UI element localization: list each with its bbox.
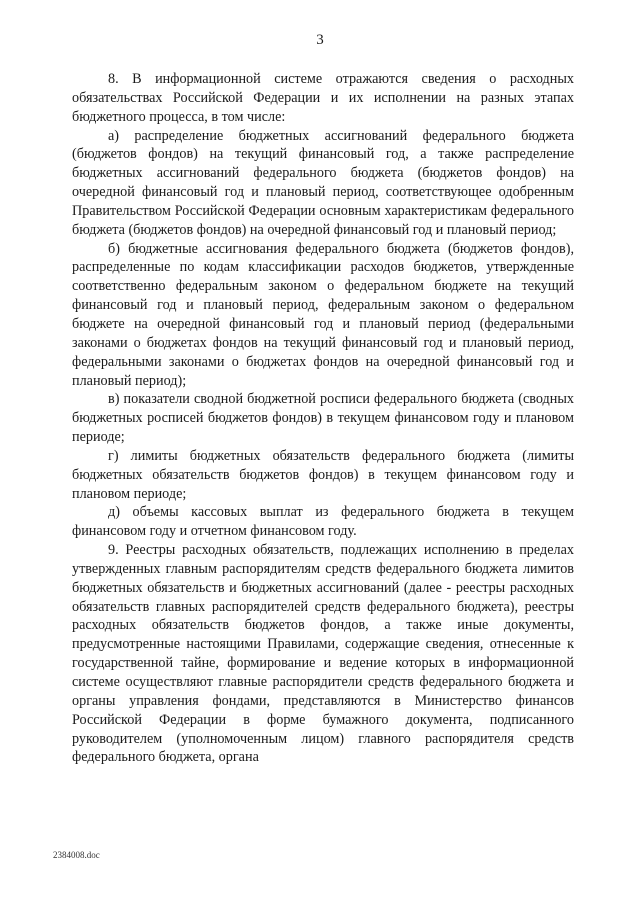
paragraph-8d: д) объемы кассовых выплат из федерального бюджета в текущем финансовом году и отчетном финансовом году. [72,504,574,540]
paragraph-8a: а) распределение бюджетных ассигнований федерального бюджета (бюджетов фондов) на текущий финансовый год, а также распределение бюджетных ассигнований федерального бюджета (бюджетов фондов) на очередной финансовый год и плановый период, соответствующее одобренным Правительством Российской Федерации основным характеристикам федерального бюджета (бюджетов фондов) на очередной финансовый год и плановый период; [72,127,574,238]
paragraph-8g: г) лимиты бюджетных обязательств федерального бюджета (лимиты бюджетных обязательств бюджетов фондов) в текущем финансовом году и плановом периоде; [72,447,574,502]
document-file-code: 2384008.doc [53,850,100,860]
document-body [72,70,574,767]
paragraph-9: 9. Реестры расходных обязательств, подлежащих исполнению в пределах утвержденных главным распорядителям средств федерального бюджета лимитов бюджетных обязательств и бюджетных ассигнований (далее - реестры расходных обязательств главных распорядителей средств федерального бюджета), реестры расходных обязательств бюджетов фондов, а также иные документы, предусмотренные настоящими Правилами, содержащие сведения, отнесенные к государственной тайне, формирование и ведение которых в информационной системе осуществляют главные распорядители средств федерального бюджета и органы управления фондами, представляются в Министерство финансов Российской Федерации в форме бумажного документа, подписанного руководителем (уполномоченным лицом) главного распорядителя средств федерального бюджета, органа [72,542,574,766]
paragraph-8v: в) показатели сводной бюджетной росписи федерального бюджета (сводных бюджетных росписей бюджетов фондов) в текущем финансовом году и плановом периоде; [72,391,574,446]
paragraph-8b: б) бюджетные ассигнования федерального бюджета (бюджетов фондов), распределенные по кодам классификации расходов бюджетов, утвержденные соответственно федеральным законом о федеральном бюджете на текущий финансовый год и плановый период, федеральным законом о федеральном бюджете на очередной финансовый год и плановый период (федеральными законами о бюджетах фондов на текущий финансовый год и плановый период, федеральными законами о бюджетах фондов на очередной финансовый год и плановый период); [72,240,574,389]
paragraph-8: 8. В информационной системе отражаются сведения о расходных обязательствах Российской Федерации и их исполнении на разных этапах бюджетного процесса, в том числе: [72,71,574,125]
page-number: 3 [316,32,324,48]
